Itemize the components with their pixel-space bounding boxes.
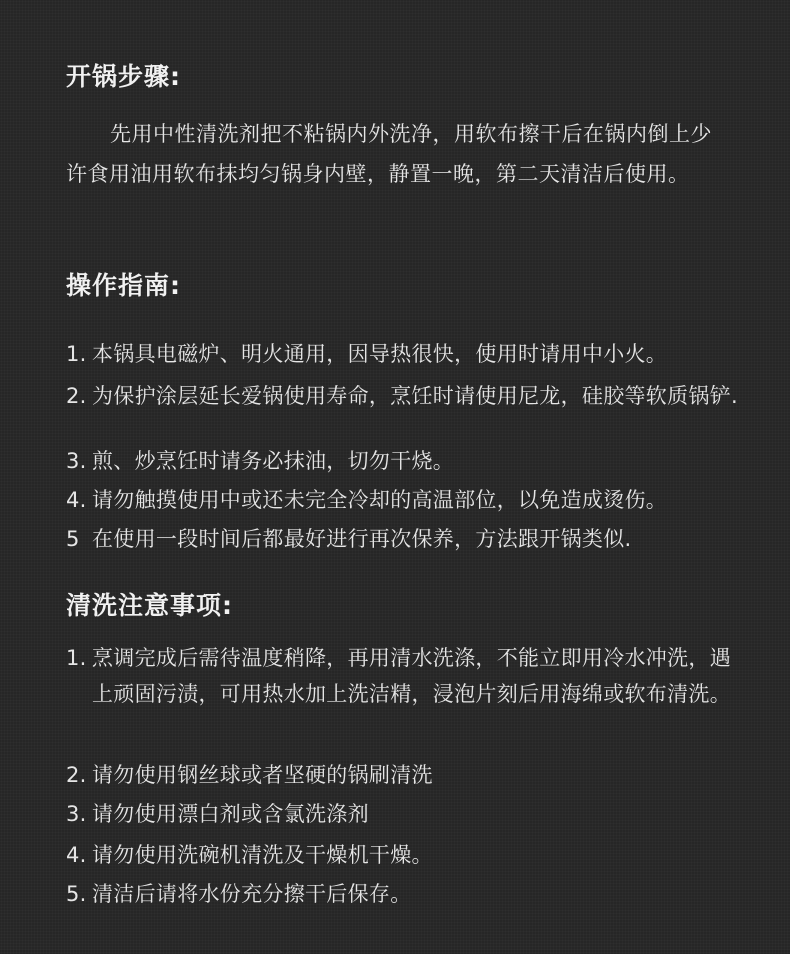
- list-item-number: 1.: [66, 646, 87, 670]
- first-use-paragraph: 先用中性清洗剂把不粘锅内外洗净，用软布擦干后在锅内倒上少许食用油用软布抹均匀锅身内壁，静置一晚，第二天清洁后使用。: [66, 122, 712, 186]
- list-item: [66, 381, 746, 412]
- list-item: [66, 799, 746, 830]
- list-item-text: 清洁后请将水份充分擦干后保存。: [92, 882, 412, 906]
- list-item-number: 2.: [66, 384, 87, 408]
- list-item-text: 本锅具电磁炉、明火通用，因导热很快，使用时请用中小火。: [92, 342, 668, 366]
- list-item-text: 在使用一段时间后都最好进行再次保养，方法跟开锅类似.: [92, 527, 632, 551]
- list-item-text: 请勿使用漂白剂或含氯洗涤剂: [92, 802, 369, 826]
- section-heading-operation-guide: 操作指南:: [66, 271, 181, 300]
- list-item-number: 4.: [66, 488, 87, 512]
- list-item-number: 5: [66, 527, 80, 551]
- section-heading-first-use: 开锅步骤:: [66, 62, 181, 91]
- list-item: [66, 640, 746, 712]
- list-item-number: 4.: [66, 843, 87, 867]
- list-item: [66, 524, 746, 555]
- list-item-text: 煎、炒烹饪时请务必抹油，切勿干烧。: [92, 449, 455, 473]
- list-item-number: 3.: [66, 802, 87, 826]
- list-item-number: 3.: [66, 449, 87, 473]
- list-item: [66, 760, 746, 791]
- list-item: [66, 339, 746, 370]
- list-item: [66, 879, 746, 910]
- list-item-text: 为保护涂层延长爱锅使用寿命，烹饪时请使用尼龙，硅胶等软质锅铲.: [92, 384, 738, 408]
- list-item: [66, 840, 746, 871]
- section-heading-cleaning-notes: 清洗注意事项:: [66, 591, 233, 620]
- list-item: [66, 446, 746, 477]
- list-item-number: 5.: [66, 882, 87, 906]
- list-item: [66, 485, 746, 516]
- list-item-number: 2.: [66, 763, 87, 787]
- list-item-text: 请勿使用钢丝球或者坚硬的锅刷清洗: [92, 763, 433, 787]
- list-item-text: 烹调完成后需待温度稍降，再用清水洗涤，不能立即用冷水冲洗，遇上顽固污渍，可用热水加上洗洁精，浸泡片刻后用海绵或软布清洗。: [92, 646, 731, 706]
- list-item-text: 请勿使用洗碗机清洗及干燥机干燥。: [92, 843, 433, 867]
- list-item-text: 请勿触摸使用中或还未完全冷却的高温部位，以免造成烫伤。: [92, 488, 668, 512]
- list-item-number: 1.: [66, 342, 87, 366]
